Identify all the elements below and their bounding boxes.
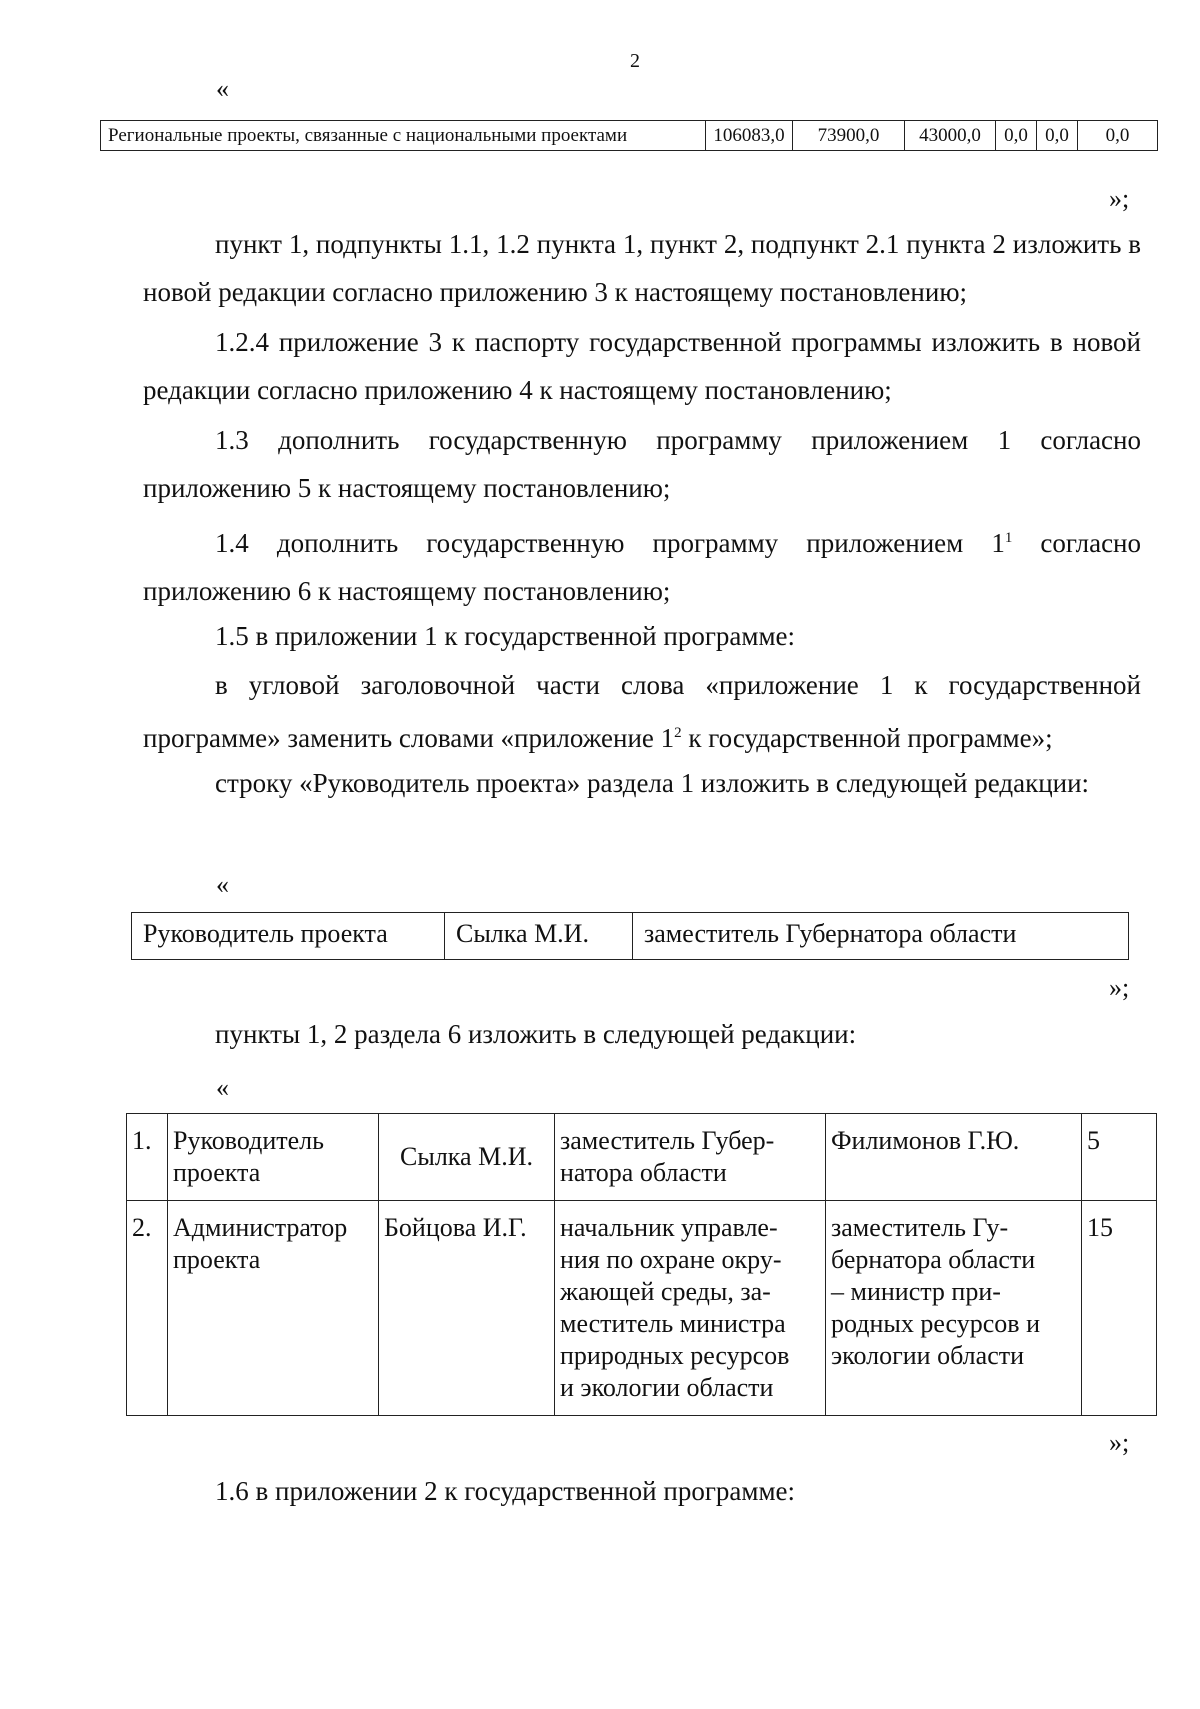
row-number: 1. bbox=[127, 1114, 168, 1201]
table-row bbox=[132, 913, 1129, 960]
opening-quote: « bbox=[216, 1073, 229, 1102]
paragraph: 1.3 дополнить государственную программу приложением 1 согласно приложению 5 к настоящему постановлению; bbox=[143, 425, 1141, 503]
paragraph: 1.2.4 приложение 3 к паспорту государственной программы изложить в новой редакции согласно приложению 4 к настоящему постановлению; bbox=[143, 327, 1141, 405]
role-cell: Руководитель проекта bbox=[168, 1114, 379, 1201]
table-cell: 73900,0 bbox=[793, 121, 905, 151]
financing-table bbox=[100, 120, 1158, 151]
table-cell: 106083,0 bbox=[706, 121, 793, 151]
closing-quote: »; bbox=[1109, 973, 1130, 1002]
table-cell: 0,0 bbox=[996, 121, 1037, 151]
name-cell: Бойцова И.Г. bbox=[379, 1201, 555, 1416]
value-cell: 5 bbox=[1082, 1114, 1157, 1201]
closing-quote: »; bbox=[1109, 1428, 1130, 1457]
table-row bbox=[127, 1201, 1157, 1416]
paragraph: 1.6 в приложении 2 к государственной программе: bbox=[215, 1476, 796, 1506]
paragraph: 1.5 в приложении 1 к государственной программе: bbox=[215, 621, 796, 651]
supervisor-cell: заместитель Гу- бернатора области – министр при- родных ресурсов и экологии области bbox=[826, 1201, 1082, 1416]
paragraph: пункты 1, 2 раздела 6 изложить в следующей редакции: bbox=[215, 1019, 857, 1049]
paragraph: 1.4 дополнить государственную программу приложением $1^1$ согласно приложению 6 к настоящему постановлению; bbox=[143, 528, 1141, 606]
opening-quote: « bbox=[216, 870, 229, 899]
table-cell: 0,0 bbox=[1078, 121, 1158, 151]
position-cell: заместитель Губер- натора области bbox=[555, 1114, 826, 1201]
table-cell: 43000,0 bbox=[905, 121, 996, 151]
role-cell: Администратор проекта bbox=[168, 1201, 379, 1416]
closing-quote: »; bbox=[1109, 184, 1130, 213]
row-number: 2. bbox=[127, 1201, 168, 1416]
name-cell: Сылка М.И. bbox=[379, 1114, 555, 1201]
supervisor-cell: Филимонов Г.Ю. bbox=[826, 1114, 1082, 1201]
paragraph: в угловой заголовочной части слова «приложение 1 к государственной программе» заменить словами «приложение $1^2$ к государственной программе»; bbox=[143, 670, 1141, 753]
project-team-table bbox=[126, 1113, 1157, 1416]
paragraph: строку «Руководитель проекта» раздела 1 изложить в следующей редакции: bbox=[215, 768, 1090, 798]
value-cell: 15 bbox=[1082, 1201, 1157, 1416]
table-row bbox=[127, 1114, 1157, 1201]
table-cell: Сылка М.И. bbox=[445, 913, 633, 960]
table-cell: заместитель Губернатора области bbox=[633, 913, 1129, 960]
table-cell: Руководитель проекта bbox=[132, 913, 445, 960]
project-head-table bbox=[131, 912, 1129, 960]
paragraph: пункт 1, подпункты 1.1, 1.2 пункта 1, пункт 2, подпункт 2.1 пункта 2 изложить в новой редакции согласно приложению 3 к настоящему постановлению; bbox=[143, 229, 1141, 307]
page-number: 2 bbox=[630, 50, 640, 72]
opening-quote: « bbox=[216, 74, 229, 103]
position-cell: начальник управле- ния по охране окру- жающей среды, за- меститель министра природных ресурсов и экологии области bbox=[555, 1201, 826, 1416]
table-row bbox=[101, 121, 1158, 151]
table-cell: 0,0 bbox=[1037, 121, 1078, 151]
table-cell: Региональные проекты, связанные с национальными проектами bbox=[101, 121, 706, 151]
